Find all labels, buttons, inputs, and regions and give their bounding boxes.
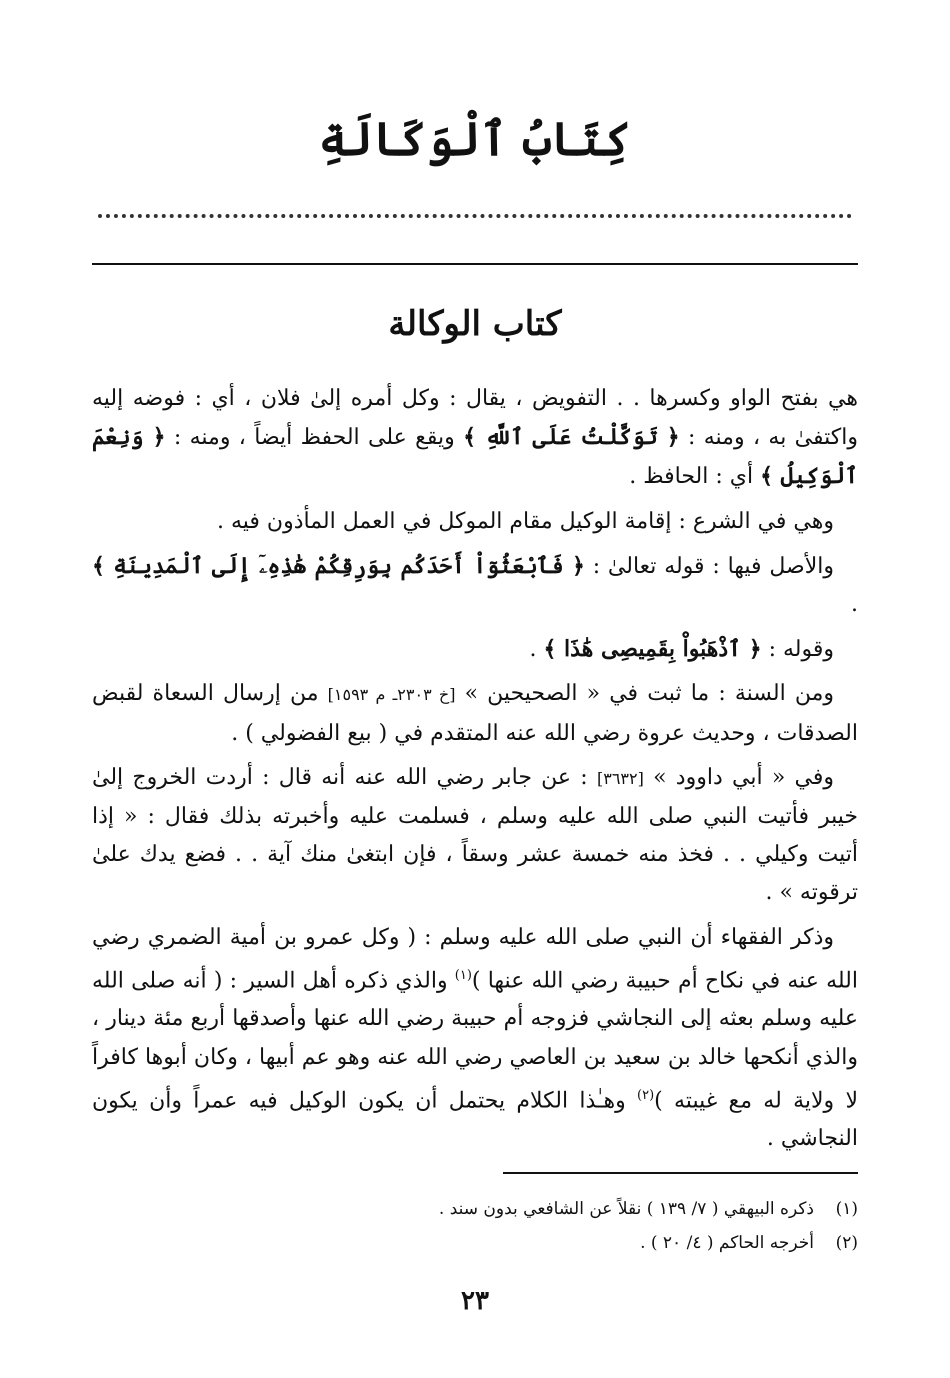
text-run: من إرسال السعاة لقبض الصدقات ، وحديث عروة رضي الله عنه المتقدم في ( بيع الفضولي ) . xyxy=(92,681,858,746)
text-run: ويقع على الحفظ أيضاً ، ومنه : xyxy=(165,425,464,451)
footnote-number: (١) xyxy=(835,1199,858,1219)
paragraph-abu-dawud xyxy=(92,759,858,913)
text-run: أي : الحافظ . xyxy=(629,464,761,490)
footnote-text: ذكره البيهقي ( ٧/ ١٣٩ ) نقلاً عن الشافعي بدون سند . xyxy=(438,1199,814,1219)
quran-verse: ﴿ تَوَكَّلْتُ عَلَى ٱللَّهِ ﴾ xyxy=(463,424,680,451)
text-run: هي بفتح الواو وكسرها . . التفويض ، يقال : وكل أمره إلىٰ فلان ، أي : فوضه إليه واكتفىٰ به ، ومنه : xyxy=(92,386,858,451)
text-run: والذي ذكره أهل السير : ( أنه صلى الله عليه وسلم بعثه إلى النجاشي فزوجه أم حبيبة رضي الله عنها وأصدقها أربع مئة دينار ، والذي أنكحها خالد بن سعيد بن العاصي رضي الله عنه وهو عم أبيها ، وكان أبوها كافراً لا ولاية له مع غيبته ) xyxy=(92,968,858,1114)
paragraph-sunnah xyxy=(92,675,858,752)
solid-divider xyxy=(92,263,858,265)
paragraph-definition xyxy=(92,380,858,497)
text-run: . xyxy=(851,592,858,618)
hadith-reference: [٣٦٣٢] xyxy=(596,768,644,788)
book-title: كِتَابُ ٱلْوَكَالَةِ xyxy=(318,112,632,166)
text-run: وقوله : xyxy=(761,637,834,663)
hadith-reference: [خ ٢٣٠٣ـ م ١٥٩٣] xyxy=(327,685,456,705)
footnote-text: أخرجه الحاكم ( ٤/ ٢٠ ) . xyxy=(640,1233,814,1253)
text-run: ومن السنة : ما ثبت في « الصحيحين » xyxy=(455,681,835,707)
footnote-number: (٢) xyxy=(835,1233,858,1253)
paragraph-verse xyxy=(92,630,858,669)
text-run: والأصل فيها : قوله تعالىٰ : xyxy=(584,553,834,579)
text-run: وفي « أبي داوود » xyxy=(643,764,835,790)
footnote-marker[interactable]: (١) xyxy=(454,967,472,983)
footnote-item xyxy=(92,1192,858,1226)
text-run: وذكر الفقهاء أن النبي صلى الله عليه وسلم : ( وكل عمرو بن أمية الضمري رضي الله عنه في نكاح أم حبيبة رضي الله عنها ) xyxy=(92,924,858,994)
page-number: ٢٣ xyxy=(461,1286,489,1316)
quran-verse: ﴿ فَٱبْعَثُوٓاْ أَحَدَكُم بِوَرِقِكُمْ هَٰذِهِۦٓ إِلَى ٱلْمَدِينَةِ ﴾ xyxy=(92,552,585,579)
footnote-item xyxy=(92,1226,858,1260)
footnote-marker[interactable]: (٢) xyxy=(637,1087,655,1103)
footnote-divider xyxy=(503,1172,858,1174)
paragraph-jurists xyxy=(92,919,858,1159)
text-run: وهـٰذا الكلام يحتمل أن يكون الوكيل فيه عمراً وأن يكون النجاشي . xyxy=(92,1088,858,1152)
text-run: : عن جابر رضي الله عنه أنه قال : أردت الخروج إلىٰ خيبر فأتيت النبي صلى الله عليه وسلم ، فسلمت عليه وأخبرته بذلك فقال : « إذا أتيت وكيلي . . فخذ منه خمسة عشر وسقاً ، فإن ابتغىٰ منك آية . . فضع يدك علىٰ ترقوته » . xyxy=(92,764,858,906)
paragraph-origin xyxy=(92,547,858,624)
footnotes xyxy=(92,1192,858,1260)
chapter-title: كتاب الوكالة xyxy=(388,304,562,344)
text-run: . xyxy=(529,637,544,663)
dotted-divider xyxy=(98,214,852,218)
quran-verse: ﴿ وَنِعْمَ ٱلْوَكِيلُ ﴾ xyxy=(92,424,858,490)
quran-verse: ﴿ ٱذْهَبُواْ بِقَمِيصِى هَٰذَا ﴾ xyxy=(543,636,762,663)
paragraph-sharia: وهي في الشرع : إقامة الوكيل مقام الموكل في العمل المأذون فيه . xyxy=(216,508,834,534)
body-text xyxy=(92,380,858,1165)
